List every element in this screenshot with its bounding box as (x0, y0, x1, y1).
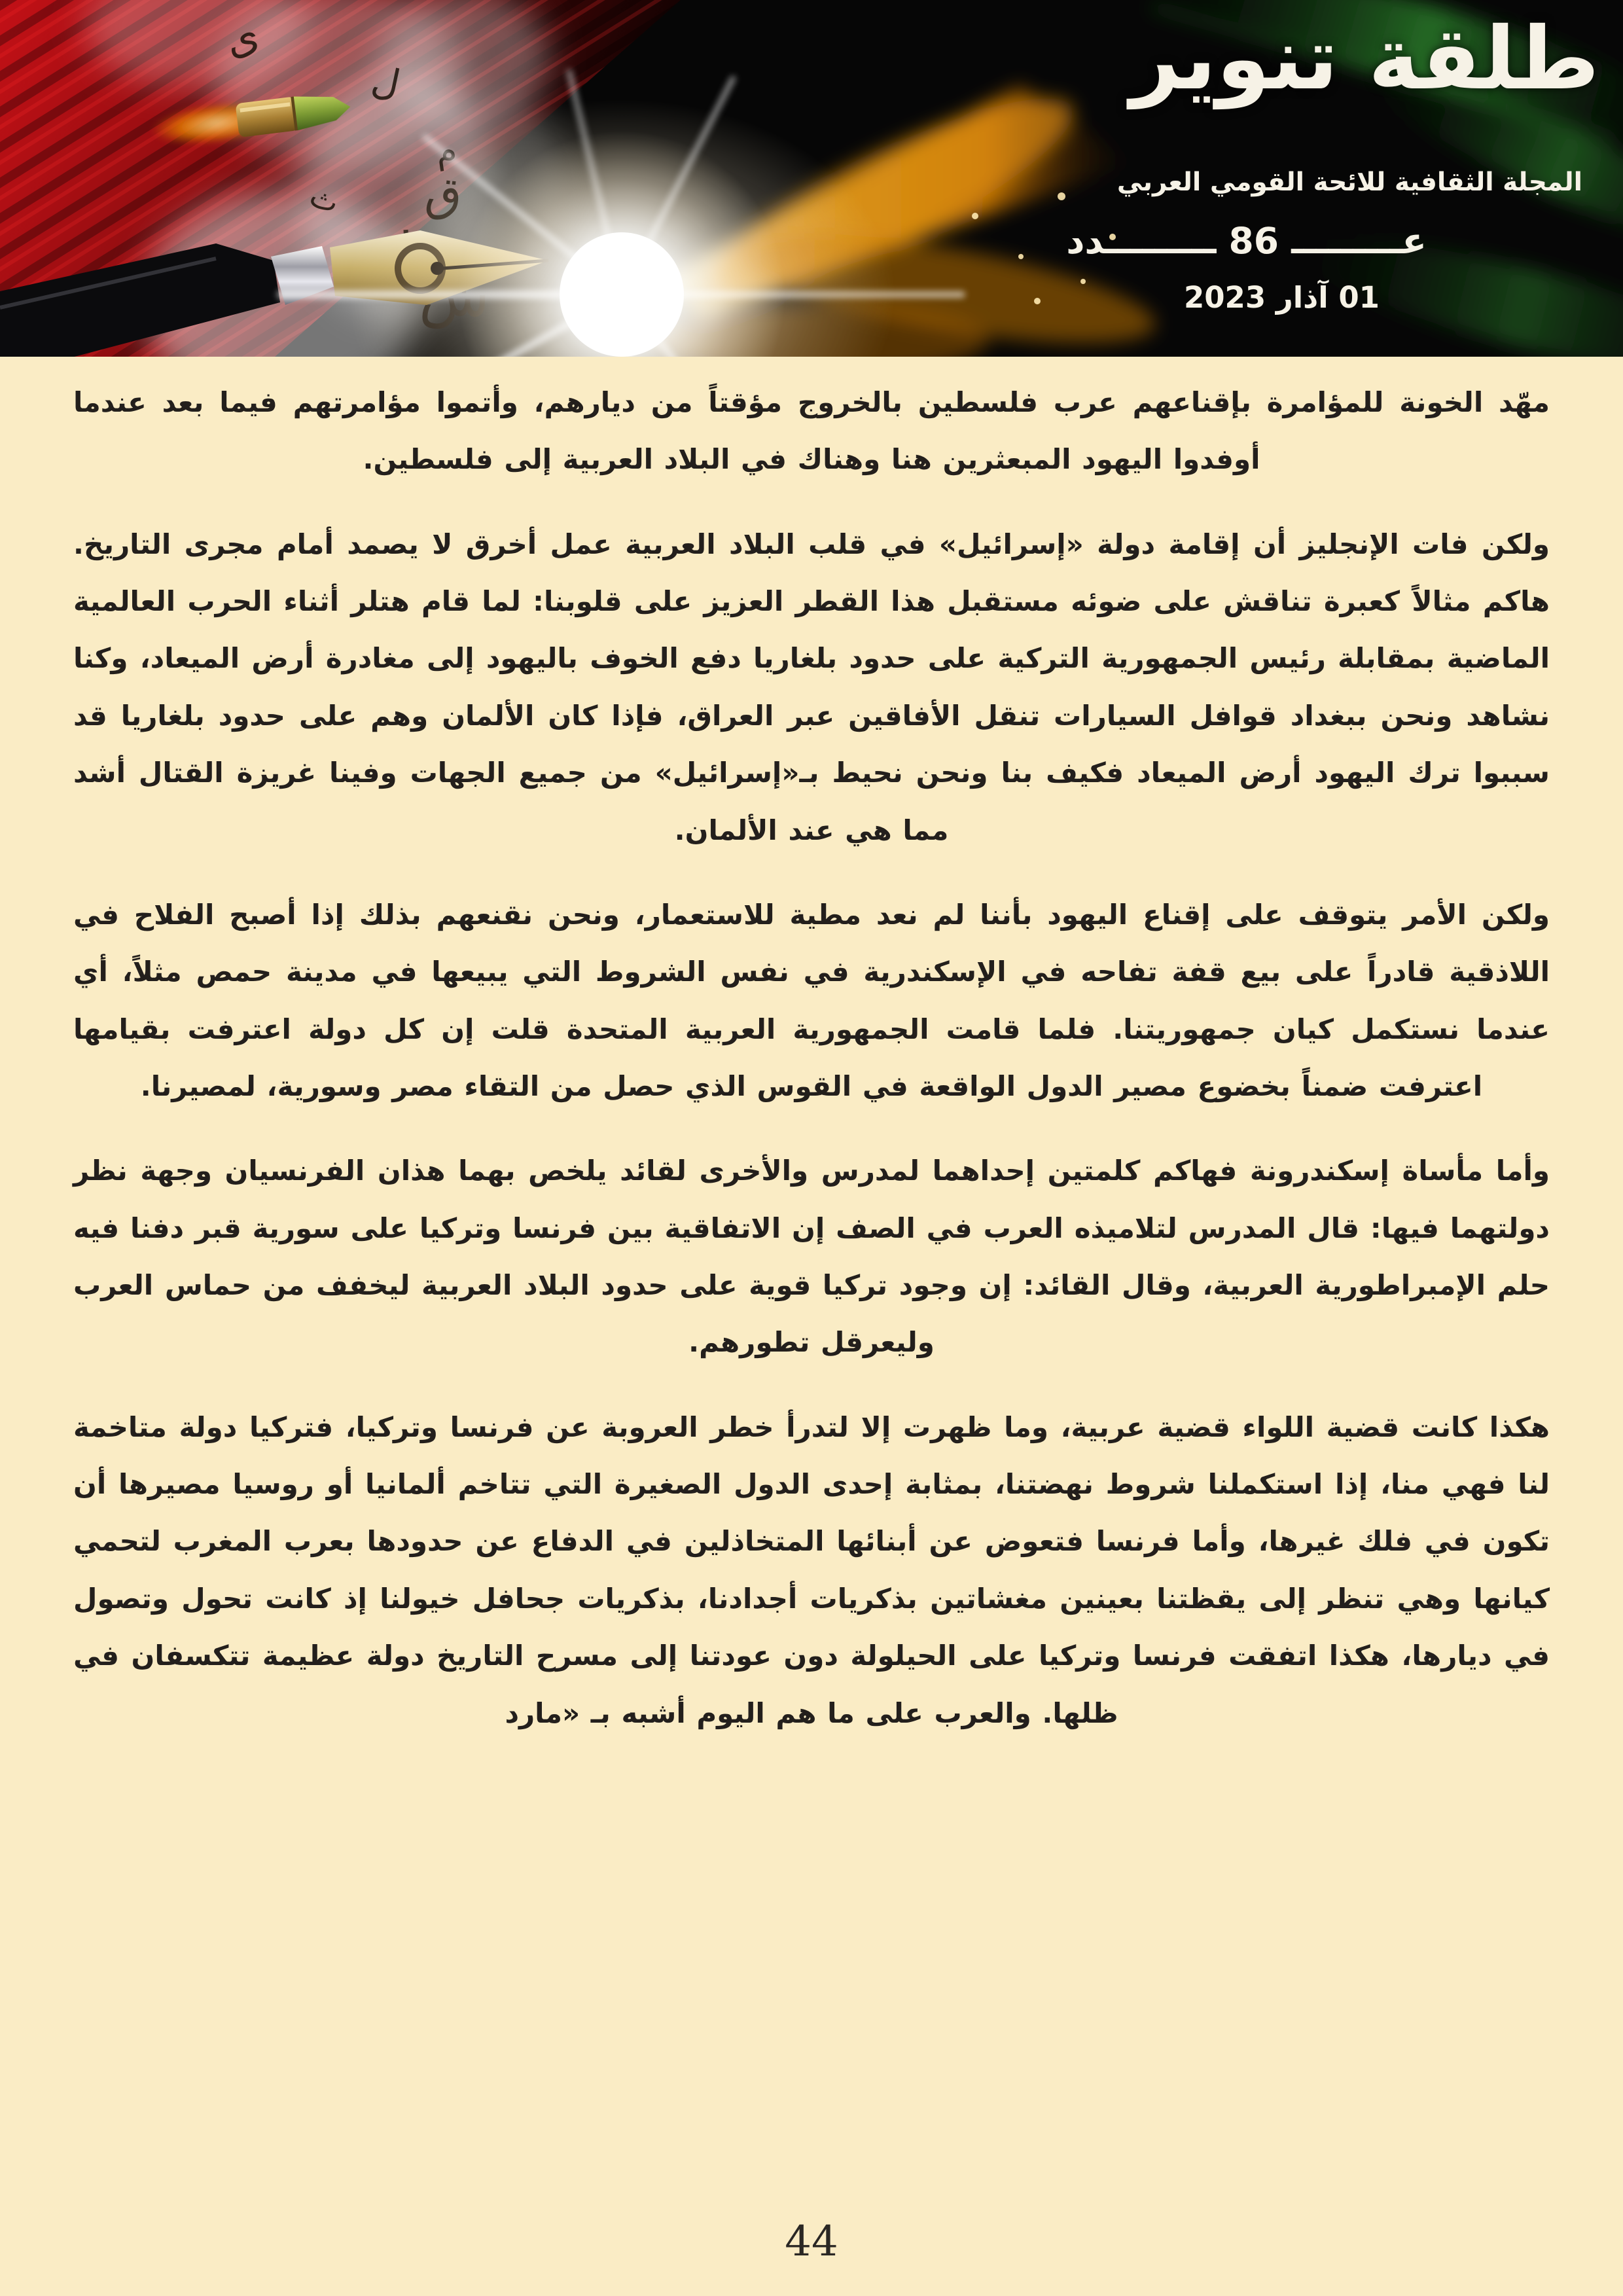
article-paragraph: هكذا كانت قضية اللواء قضية عربية، وما ظهرت إلا لتدرأ خطر العروبة عن فرنسا وتركيا، فتركيا دولة متاخمة لنا فهي منا، إذا استكملنا شروط نهضتنا، بمثابة إحدى الدول الصغيرة التي تتاخم ألمانيا أو روسيا مصيرها أن تكون في فلك غيرها، وأما فرنسا فتعوض عن أبنائها المتخاذلين في الدفاع عن حدودها بعرب المغرب لتحمي كيانها وهي تنظر إلى يقظتنا بعينين مغشاتين بذكريات أجدادنا، بذكريات جحافل خيولنا إذ كانت تحول وتصول في ديارها، هكذا اتفقت فرنسا وتركيا على الحيلولة دون عودتنا إلى مسرح التاريخ دولة عظيمة تتكسفان في ظلها. والعرب على ما هم اليوم أشبه بـ «مارد (73, 1410, 1550, 1729)
magazine-subtitle: المجلة الثقافية للائحة القومي العربي (1116, 168, 1582, 197)
calligraphy-letter: ث (305, 177, 344, 221)
article-body (0, 357, 1623, 1742)
issue-number-line: عـــــــــ 86 ـــــــــدد (1066, 220, 1427, 262)
article-paragraph: مهّد الخونة للمؤامرة بإقناعهم عرب فلسطين بالخروج مؤقتاً من ديارهم، وأتموا مؤامرتهم فيما بعد عندما أوفدوا اليهود المبعثرين هنا وهناك في البلاد العربية إلى فلسطين. (73, 386, 1550, 476)
issue-date: 01 آذار 2023 (1183, 280, 1380, 315)
calligraphy-letter: ى (219, 10, 265, 67)
calligraphy-letter: ل (368, 57, 404, 107)
page-footer (0, 2217, 1623, 2266)
page-number: 44 (785, 2217, 838, 2266)
article-paragraph: ولكن فات الإنجليز أن إقامة دولة «إسرائيل» في قلب البلاد العربية عمل أخرق لا يصمد أمام مجرى التاريخ. هاكم مثالاً كعبرة تناقش على ضوئه مستقبل هذا القطر العزيز على قلوبنا: لما قام هتلر أثناء الحرب العالمية الماضية بمقابلة رئيس الجمهورية التركية على حدود بلغاريا دفع الخوف باليهود إلى مغادرة أرض الميعاد، وكنا نشاهد ونحن ببغداد قوافل السيارات تنقل الأفاقين عبر العراق، فإذا كان الألمان وهم على حدود بلغاريا قد سببوا ترك اليهود أرض الميعاد فكيف بنا ونحن نحيط بـ«إسرائيل» من جميع الجهات وفينا غريزة القتال أشد مما هي عند الألمان. (73, 528, 1550, 846)
article-paragraph: ولكن الأمر يتوقف على إقناع اليهود بأننا لم نعد مطية للاستعمار، ونحن نقنعهم بذلك إذا أصبح الفلاح في اللاذقية قادراً على بيع قفة تفاحه في الإسكندرية في نفس الشروط التي يبيعها في مدينة حمص مثلاً، أي عندما نستكمل كيان جمهوريتنا. فلما قامت الجمهورية العربية المتحدة قلت إن كل دولة اعترفت بقيامها اعترفت ضمناً بخضوع مصير الدول الواقعة في القوس الذي حصل من التقاء مصر وسورية، لمصيرنا. (73, 898, 1550, 1102)
masthead (0, 0, 1623, 357)
magazine-title: طلقة تنوير (1130, 9, 1599, 109)
article-paragraph: وأما مأساة إسكندرونة فهاكم كلمتين إحداهما لمدرس والأخرى لقائد يلخص بهما هذان الفرنسيان وجهة نظر دولتهما فيها: قال المدرس لتلاميذه العرب في الصف إن الاتفاقية بين فرنسا وتركيا على سورية قبر دفنا فيه حلم الإمبراطورية العربية، وقال القائد: إن وجود تركيا قوية على حدود البلاد العربية ليخفف من حماس العرب وليعرقل تطورهم. (73, 1155, 1550, 1359)
